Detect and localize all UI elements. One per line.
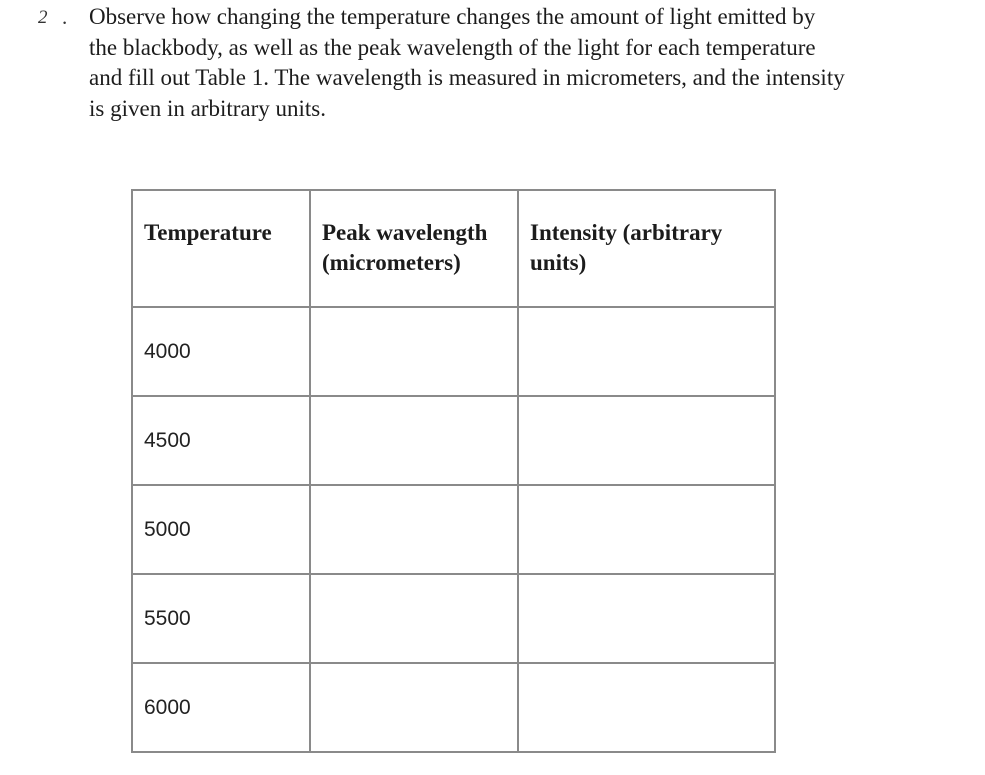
question-text	[61, 2, 955, 124]
temperature-cell: 4500	[132, 396, 310, 485]
question-number-separator: .	[62, 5, 68, 29]
table-row	[132, 485, 775, 574]
question-number: 2	[38, 7, 48, 28]
table-header-row	[132, 190, 775, 307]
table-row	[132, 663, 775, 752]
table-row	[132, 574, 775, 663]
peak-wavelength-cell[interactable]	[310, 663, 518, 752]
header-temperature	[132, 190, 310, 307]
temperature-cell: 4000	[132, 307, 310, 396]
intensity-cell[interactable]	[518, 307, 775, 396]
intensity-cell[interactable]	[518, 663, 775, 752]
peak-wavelength-cell[interactable]	[310, 574, 518, 663]
temperature-cell: 6000	[132, 663, 310, 752]
header-intensity	[518, 190, 775, 307]
temperature-cell: 5500	[132, 574, 310, 663]
question-line: and fill out Table 1. The wavelength is measured in micrometers, and the intensity	[89, 65, 845, 90]
intensity-cell[interactable]	[518, 485, 775, 574]
header-intensity-label-line2: units)	[530, 250, 587, 275]
peak-wavelength-cell[interactable]	[310, 396, 518, 485]
table-row	[132, 307, 775, 396]
question-line: is given in arbitrary units.	[89, 95, 326, 121]
temperature-cell: 5000	[132, 485, 310, 574]
intensity-cell[interactable]	[518, 574, 775, 663]
question-line: Observe how changing the temperature changes the amount of light emitted by	[89, 4, 816, 29]
header-peak-label-line1: Peak wavelength	[322, 220, 488, 245]
question-line: the blackbody, as well as the peak wavelength of the light for each temperature	[89, 34, 816, 60]
header-intensity-label-line1: Intensity (arbitrary	[530, 220, 723, 245]
intensity-cell[interactable]	[518, 396, 775, 485]
peak-wavelength-cell[interactable]	[310, 307, 518, 396]
results-table	[131, 189, 776, 753]
peak-wavelength-cell[interactable]	[310, 485, 518, 574]
header-peak-wavelength	[310, 190, 518, 307]
header-peak-label-line2: (micrometers)	[322, 250, 461, 275]
header-temperature-label: Temperature	[144, 220, 272, 245]
table-row	[132, 396, 775, 485]
